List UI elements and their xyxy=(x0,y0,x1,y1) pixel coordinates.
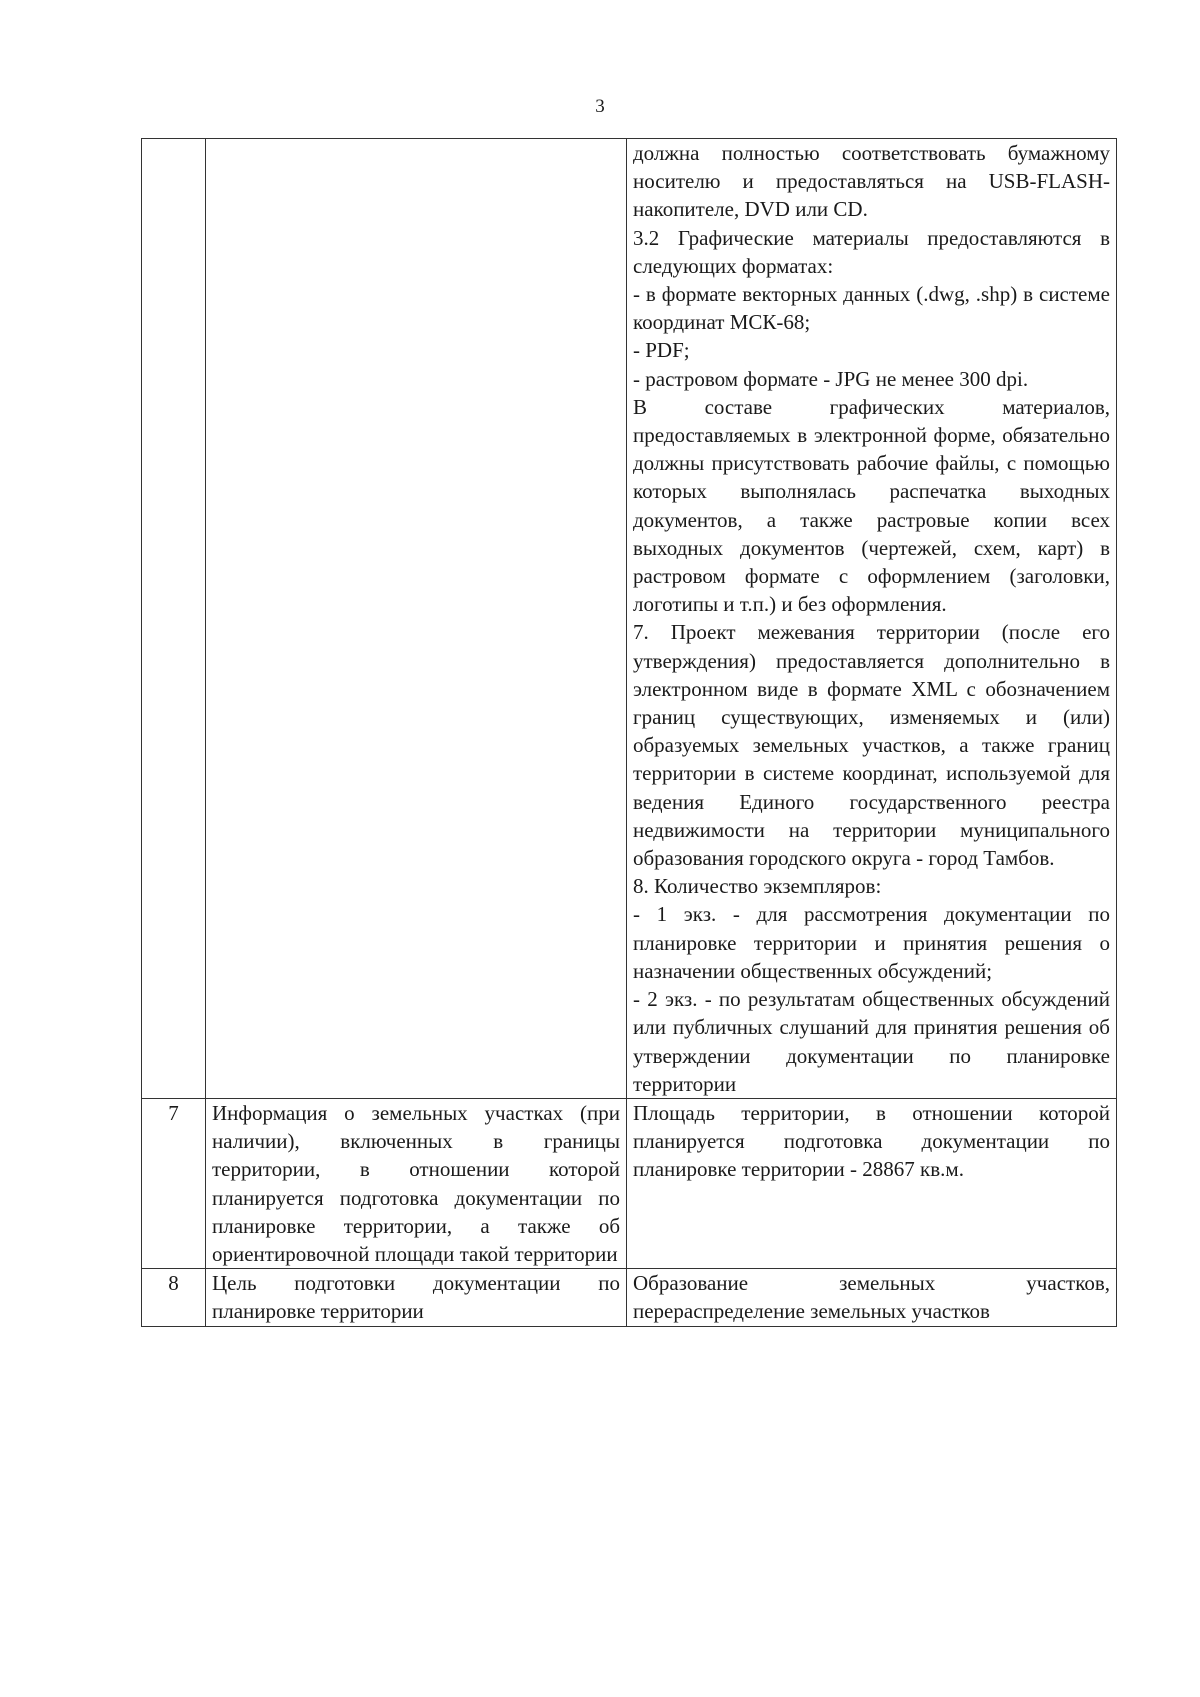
page-number: 3 xyxy=(595,96,605,117)
paragraph-xml: 7. Проект межевания территории (после его утверждения) предоставляется дополнительно в электронном виде в формате XML с обозначением границ существующих, изменяемых и (или) образуемых земельных участков, а также границ территории в системе координат, используемой для ведения Единого государственного реестра недвижимости на территории муниципального образования городского округа - город Тамбов. xyxy=(633,620,1110,871)
list-item-copy-2: - 2 экз. - по результатам общественных обсуждений или публичных слушаний для принятия решения об утверждении документации по планировке территории xyxy=(633,987,1110,1096)
num-cell-empty xyxy=(142,139,206,1099)
table-row-continuation xyxy=(142,139,1117,1099)
row-value: Площадь территории, в отношении которой планируется подготовка документации по планировке территории - 28867 кв.м. xyxy=(627,1098,1117,1268)
list-item-raster: - растровом формате - JPG не менее 300 dpi. xyxy=(633,366,1029,391)
table-row xyxy=(142,1269,1117,1326)
paragraph-copies-heading: 8. Количество экземпляров: xyxy=(633,874,882,899)
row-title: Информация о земельных участках (при наличии), включенных в границы территории, в отношении которой планируется подготовка документации по планировке территории, а также об ориентировочной площади такой территории xyxy=(206,1098,627,1268)
row-title: Цель подготовки документации по планировке территории xyxy=(206,1269,627,1326)
paragraph-media: должна полностью соответствовать бумажному носителю и предоставляться на USB-FLASH-накопителе, DVD или CD. xyxy=(633,141,1110,222)
row-number: 8 xyxy=(142,1269,206,1326)
paragraph-graphic-formats: 3.2 Графические материалы предоставляются в следующих форматах: xyxy=(633,225,1110,278)
table-row xyxy=(142,1098,1117,1268)
list-item-copy-1: - 1 экз. - для рассмотрения документации по планировке территории и принятия решения о назначении общественных обсуждений; xyxy=(633,902,1110,983)
list-item-pdf: - PDF; xyxy=(633,338,690,363)
row-value: Образование земельных участков, перераспределение земельных участков xyxy=(627,1269,1117,1326)
continuation-cell xyxy=(627,139,1117,1099)
title-cell-empty xyxy=(206,139,627,1099)
requirements-table xyxy=(141,138,1117,1327)
paragraph-working-files: В составе графических материалов, предоставляемых в электронной форме, обязательно должны присутствовать рабочие файлы, с помощью которых выполнялась распечатка выходных документов, а также растровые копии всех выходных документов (чертежей, схем, карт) в растровом формате с оформлением (заголовки, логотипы и т.п.) и без оформления. xyxy=(633,394,1110,617)
row-number: 7 xyxy=(142,1098,206,1268)
list-item-vector: - в формате векторных данных (.dwg, .shp) в системе координат МСК-68; xyxy=(633,282,1110,335)
